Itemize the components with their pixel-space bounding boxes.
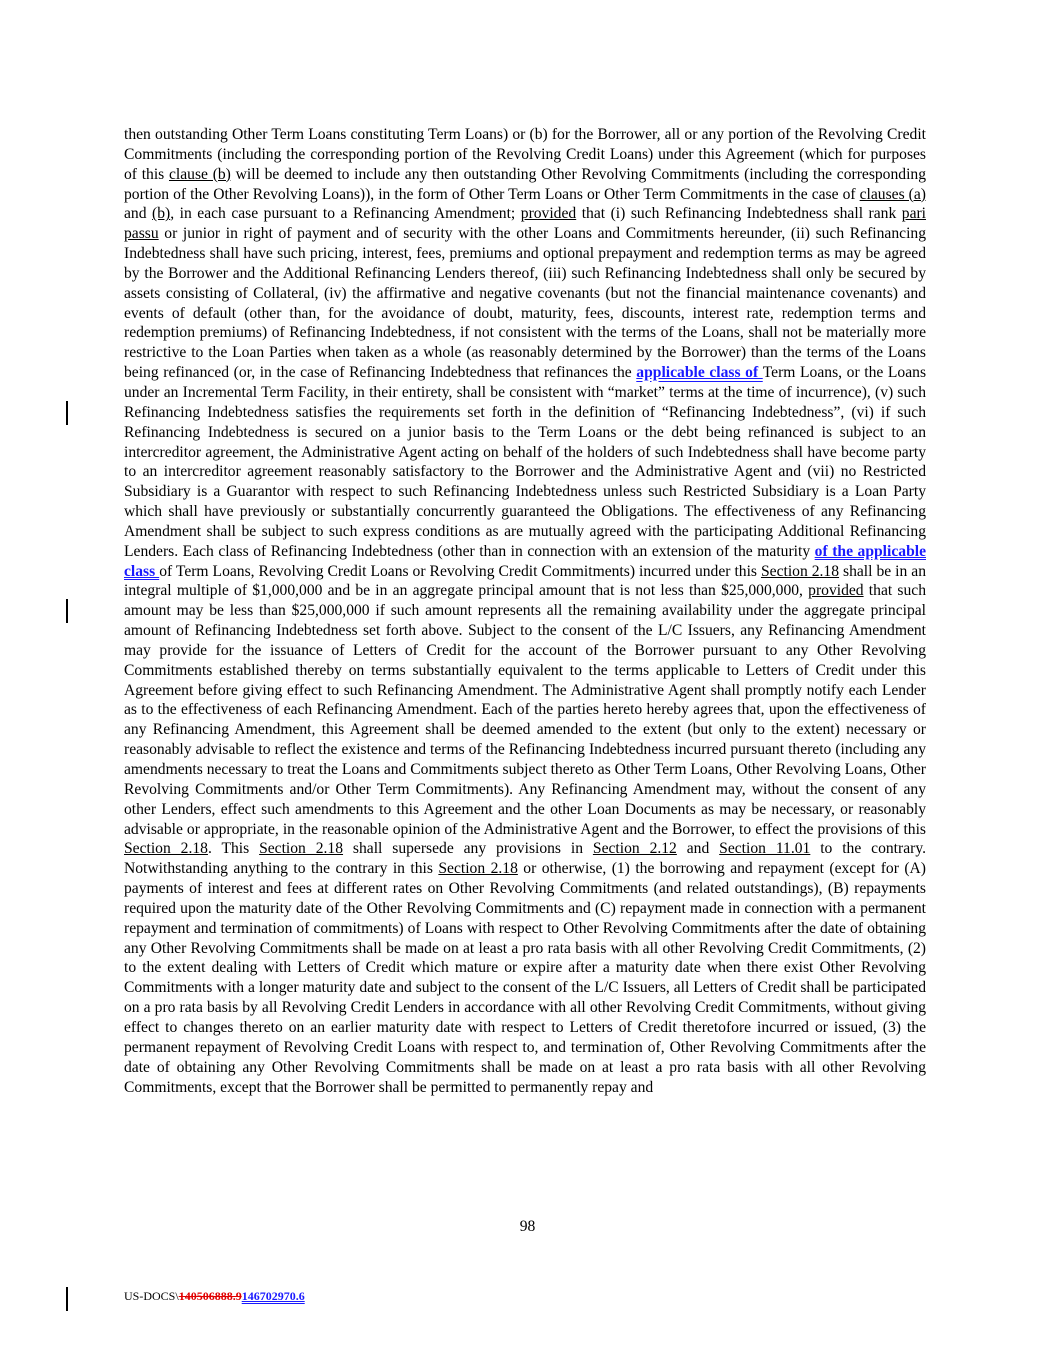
section-reference: Section 2.18 <box>438 860 518 878</box>
text-run: . This <box>207 840 260 858</box>
text-run: and <box>676 840 720 858</box>
latin-term: pari <box>901 205 927 223</box>
text-run: of Term Loans, Revolving Credit Loans or Revolving Credit Commitments) incurred under this <box>159 562 761 580</box>
docid-prefix: US-DOCS\ <box>124 1289 179 1303</box>
section-reference: Section 2.18 <box>124 840 208 858</box>
text-run: , in each case pursuant to a Refinancing Amendment; <box>170 205 521 223</box>
text-run: that such amount may be less than $25,000,000 if such amount represents all the remaining availability under the aggregate principal amount of Refinancing Indebtedness set forth above. Subject to the consent of the L/C Issuers, any Refinancing Amendment may provide for the issuance of Letters of Credit for the account of the Borrower pursuant to any Other Revolving Commitments established thereby on terms substantially equivalent to the terms applicable to Letters of Credit under this Agreement before giving effect to such Refinancing Amendment. The Administrative Agent shall promptly notify each Lender as to the effectiveness of each Refinancing Amendment. Each of the parties hereto hereby agrees that, upon the effectiveness of any Refinancing Amendment, this Agreement shall be deemed amended to the extent (but only to the extent) necessary or reasonably advisable to reflect the existence and terms of the Refinancing Indebtedness incurred pursuant thereto (including any amendments necessary to treat the Loans and Commitments subject thereto as Other Term Loans, Other Revolving Loans, Other Revolving Commitments and/or Other Term Commitments). Any Refinancing Amendment may, without the consent of any other Lenders, effect such amendments to this Agreement and the other Loan Documents as may be necessary, or reasonably advisable or appropriate, in the reasonable opinion of the Administrative Agent and the Borrower, to effect the provisions of this <box>124 582 926 838</box>
text-run: Term Loans, or the Loans under an Incremental Term Facility, in their entirety, shall be consistent with “market” terms at the time of incurrence), (v) such Refinancing Indebtedness satisfies the requirements set forth in the definition of “Refinancing Indebtedness”, (vi) if such Refinancing Indebtedness is secured on a junior basis to the Term Loans or the debt being refinanced is subject to an intercreditor agreement, the Administrative Agent acting on behalf of the holders of such Indebtedness shall have become party to an intercreditor agreement reasonably satisfactory to the Borrower and the Administrative Agent and (vii) no Restricted Subsidiary is a Guarantor with respect to such Refinancing Indebtedness unless such Restricted Subsidiary is a Loan Party which shall have previously or substantially concurrently guaranteed the Obligations. The effectiveness of any Refinancing Amendment shall be subject to such express conditions as are mutually agreed with the participating Additional Refinancing Lenders. Each class of Refinancing Indebtedness (other than in connection with an extension of the maturity <box>124 364 927 560</box>
text-run: shall supersede any provisions in <box>343 840 593 858</box>
section-reference: Section 11.01 <box>719 840 811 858</box>
docid-inserted: 146702970.6 <box>241 1289 305 1303</box>
section-reference: Section 2.18 <box>259 840 344 858</box>
text-run: will be deemed to include any then outstanding Other Revolving Commitments (including the corresponding portion of the Other Revolving Loans)), in the form of Other Term Loans or Other Term Commitments in the case of <box>124 165 926 203</box>
section-reference: Section 2.12 <box>592 840 677 858</box>
defined-term: provided <box>808 582 864 600</box>
change-bar <box>66 599 68 623</box>
docid-deleted: 140506888.9 <box>178 1289 242 1303</box>
cross-reference: clauses (a) <box>859 185 926 203</box>
text-run: shall be in an integral multiple of $1,000,000 and be in an aggregate principal amount that is not less than $25,000,000, <box>124 562 926 600</box>
cross-reference: clause (b) <box>169 165 231 183</box>
document-id <box>124 1289 305 1304</box>
change-bar <box>66 1287 68 1311</box>
inserted-text: of the applicable class <box>124 542 926 580</box>
text-run: or junior in right of payment and of security with the other Loans and Commitments hereunder, (ii) such Refinancing Indebtedness shall have such pricing, interest, fees, premiums and optional prepayment and redemption terms as may be agreed by the Borrower and the Additional Refinancing Lenders thereof, (iii) such Refinancing Indebtedness shall only be secured by assets consisting of Collateral, (iv) the affirmative and negative covenants (but not the financial maintenance covenants) and events of default (other than, for the avoidance of doubt, maturity, fees, discounts, interest rate, redemption terms and redemption premiums) of Refinancing Indebtedness, if not consistent with the terms of the Loans, shall not be materially more restrictive to the Loan Parties when taken as a whole (as reasonably determined by the Borrower) than the terms of the Loans being refinanced (or, in the case of Refinancing Indebtedness that refinances the <box>124 225 926 382</box>
text-run: that (i) such Refinancing Indebtedness shall rank <box>576 205 902 223</box>
change-bar <box>66 401 68 425</box>
text-run: to the contrary. Notwithstanding anything to the contrary in this <box>124 840 927 878</box>
cross-reference: (b) <box>152 205 171 223</box>
latin-term: passu <box>124 225 159 243</box>
text-run: or otherwise, (1) the borrowing and repayment (except for (A) payments of interest and fees at different rates on Other Revolving Commitments (and related outstandings), (B) repayments required upon the maturity date of the Other Revolving Commitments and (C) repayment made in connection with a permanent repayment and termination of commitments) of Loans with respect to Other Revolving Commitments after the date of obtaining any Other Revolving Commitments shall be made on at least a pro rata basis with all other Revolving Credit Commitments, (2) to the extent dealing with Letters of Credit which mature or expire after a maturity date when there exist Other Revolving Commitments with a longer maturity date and subject to the consent of the L/C Issuers, all Letters of Credit shall be participated on a pro rata basis by all Revolving Credit Lenders in accordance with all other Revolving Credit Commitments, without giving effect to changes thereto on an earlier maturity date with respect to Letters of Credit theretofore incurred or issued, (3) the permanent repayment of Revolving Credit Loans with respect to, and termination of, Other Revolving Commitments after the date of obtaining any Other Revolving Commitments shall be made on at least a pro rata basis with all other Revolving Commitments, except that the Borrower shall be permitted to permanently repay and <box>124 860 926 1096</box>
text-run: then outstanding Other Term Loans constituting Term Loans) or (b) for the Borrower, all or any portion of the Revolving Credit Commitments (including the corresponding portion of the Revolving Credit Loans) under this Agreement (which for purposes of this <box>124 126 926 183</box>
inserted-text: applicable class of <box>636 364 763 382</box>
defined-term: provided <box>520 205 577 223</box>
text-run: and <box>124 205 153 223</box>
body-paragraph <box>124 125 926 1097</box>
section-reference: Section 2.18 <box>760 562 840 580</box>
page-number: 98 <box>519 1218 536 1235</box>
